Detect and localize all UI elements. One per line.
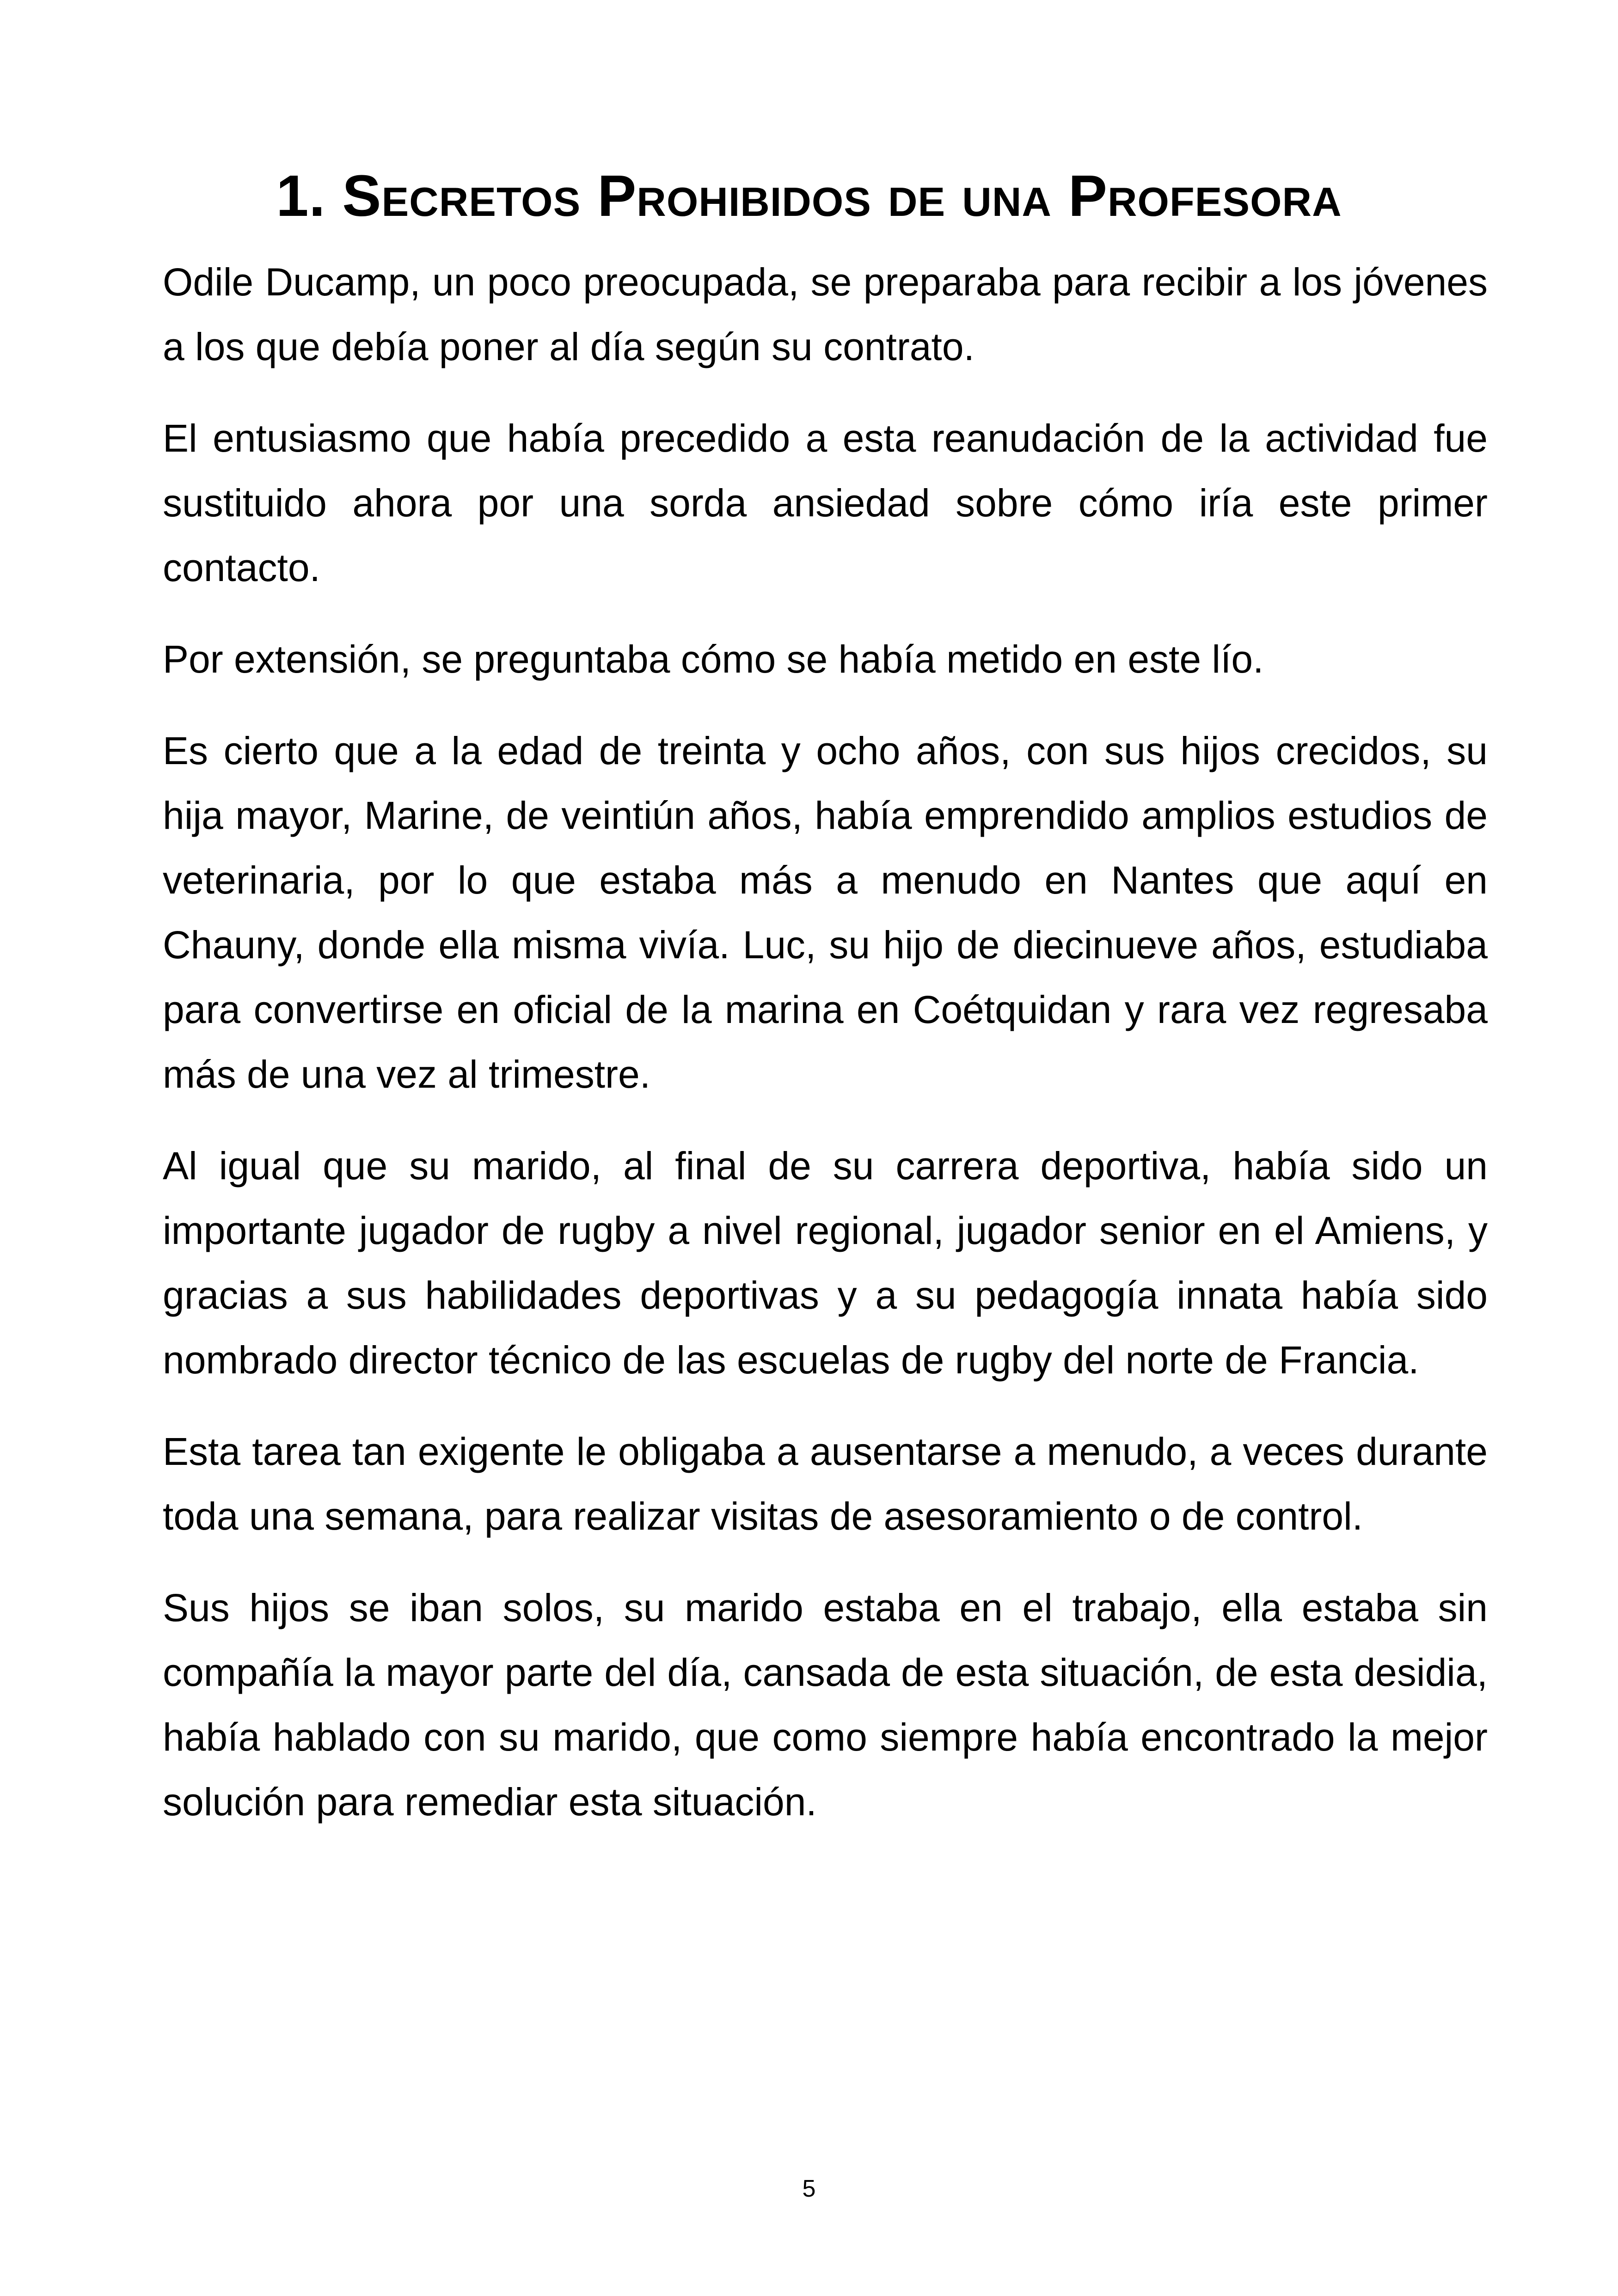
paragraph: Es cierto que a la edad de treinta y ocho años, con sus hijos crecidos, su hija mayor, Marine, de veintiún años, había emprendido amplios estudios de veterinaria, por lo que estaba más a menudo en Nantes que aquí en Chauny, donde ella misma vivía. Luc, su hijo de diecinueve años, estudiaba para convertirse en oficial de la marina en Coétquidan y rara vez regresaba más de una vez al trimestre.: [163, 729, 1488, 1096]
chapter-title: 1. Secretos Prohibidos de una Profesora: [276, 163, 1342, 229]
paragraph: Por extensión, se preguntaba cómo se había metido en este lío.: [163, 637, 1264, 681]
paragraph: Esta tarea tan exigente le obligaba a ausentarse a menudo, a veces durante toda una semana, para realizar visitas de asesoramiento o de control.: [163, 1430, 1488, 1538]
paragraph: El entusiasmo que había precedido a esta reanudación de la actividad fue sustituido ahora por una sorda ansiedad sobre cómo iría este primer contacto.: [163, 416, 1488, 589]
paragraph: Sus hijos se iban solos, su marido estaba en el trabajo, ella estaba sin compañía la mayor parte del día, cansada de esta situación, de esta desidia, había hablado con su marido, que como siempre había encontrado la mejor solución para remediar esta situación.: [163, 1586, 1488, 1824]
paragraph: Odile Ducamp, un poco preocupada, se preparaba para recibir a los jóvenes a los que debía poner al día según su contrato.: [163, 260, 1488, 368]
body-text: [163, 250, 1488, 1861]
paragraph: Al igual que su marido, al final de su carrera deportiva, había sido un importante jugador de rugby a nivel regional, jugador senior en el Amiens, y gracias a sus habilidades deportivas y a su pedagogía innata había sido nombrado director técnico de las escuelas de rugby del norte de Francia.: [163, 1144, 1488, 1382]
page-number: 5: [802, 2175, 816, 2202]
